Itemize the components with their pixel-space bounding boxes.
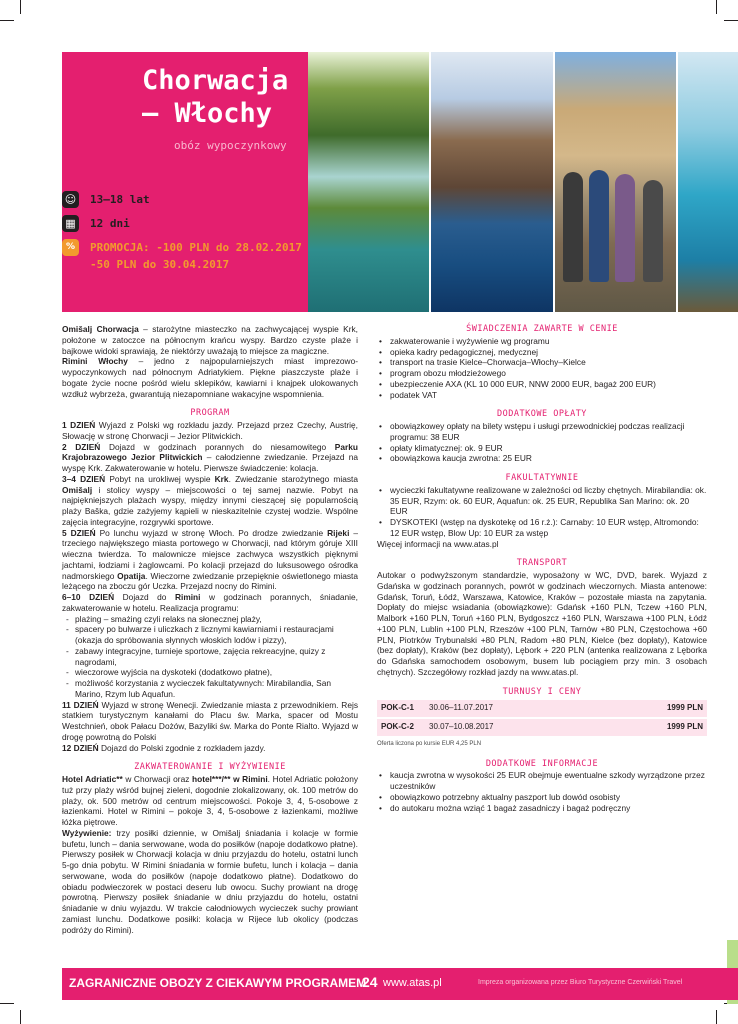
section-heading-optional: FAKULTATYWNIE bbox=[505, 473, 579, 483]
hero-banner bbox=[62, 52, 738, 312]
list-item: - wieczorowe wyjścia na dyskoteki (dodatkowo płatne), bbox=[62, 667, 358, 678]
program-day-1: 1 DZIEŃ Wyjazd z Polski wg rozkładu jazdy. Przejazd przez Czechy, Austrię, Słowację w stronę Chorwacji – Jezior Plitwickich. bbox=[62, 420, 358, 441]
list-item: • wycieczki fakultatywne realizowane w zależności od liczby chętnych. Mirabilandia: ok. 35 EUR, Rzym: ok. 60 EUR, Aquafun: ok. 25 EUR, Republika San Marino: ok. 20 EUR bbox=[377, 485, 707, 517]
program-activities-list bbox=[62, 614, 358, 700]
tour-code: POK-C-1 bbox=[377, 700, 425, 718]
footer-organizer-note: Impreza organizowana przez Biuro Turystyczne Czerwiński Travel bbox=[478, 979, 683, 986]
list-item: • do autokaru można wziąć 1 bagaż zasadniczy i bagaż podręczny bbox=[377, 803, 707, 814]
more-info-link[interactable]: Więcej informacji na www.atas.pl bbox=[377, 538, 499, 549]
section-heading-tours: TURNUSY I CENY bbox=[502, 686, 582, 697]
meals-text: Wyżywienie: trzy posiłki dziennie, w Omišalj śniadania i kolacje w formie bufetu, lunch – dania serwowane, woda do posiłków (napoje dodatkowo płatne). Pierwszy posiłek w Chorwacji kolacja w dniu przyjazdu do hotelu, ostatni lunch 5-go dnia pobytu. W Rimini śniadania w formie bufetu, lunch i kolacja – dania serwowane, woda do posiłków (napoje dodatkowo płatne). Dodatkowo do obiadu podwieczorek w postaci deseru lub owocu. Suchy prowiant na drogę powrotną. Pierwszy posiłek śniadanie w dniu przyjazdu do hotelu, ostatni śniadanie w dniu wyjazdu. W trakcie całodniowych wycieczek suchy prowiant zamiast lunchu. Dodatkowe posiłki: kolacja w Rijece lub okolicy (podczas podróży do Rimini). bbox=[62, 827, 358, 935]
right-column bbox=[377, 324, 707, 813]
photo-figure bbox=[589, 170, 609, 282]
list-item: • program obozu młodzieżowego bbox=[377, 368, 707, 379]
list-item: • DYSKOTEKI (wstęp na dyskotekę od 16 r.ż.): Carnaby: 10 EUR wstęp, Altromondo: 12 EUR wstęp, Blow Up: 10 EUR za wstęp bbox=[377, 517, 707, 539]
footer-website-link[interactable]: www.atas.pl bbox=[383, 977, 442, 989]
section-heading-accommodation: ZAKWATEROWANIE I WYŻYWIENIE bbox=[134, 762, 286, 773]
tour-price: 1999 PLN bbox=[600, 718, 707, 737]
optional-list bbox=[377, 485, 707, 539]
crop-mark bbox=[716, 1010, 717, 1024]
list-item: • obowiązkowey opłaty na bilety wstępu i usługi przewodnickiej podczas realizacji programu: 38 EUR bbox=[377, 421, 707, 443]
list-item: - możliwość korzystania z wycieczek fakultatywnych: Mirabilandia, San Marino, Rzym lub Aquafun. bbox=[62, 678, 358, 700]
program-day-6-10: 6–10 DZIEŃ Dojazd do Rimini w godzinach porannych, śniadanie, zakwaterowanie w hotelu. Realizacja programu: bbox=[62, 592, 358, 613]
section-heading-transport: TRANSPORT bbox=[516, 558, 568, 569]
exchange-rate-note: Oferta liczona po kursie EUR 4,25 PLN bbox=[377, 740, 482, 747]
photo-figure bbox=[563, 172, 583, 282]
promo-line-2: -50 PLN do 30.04.2017 bbox=[90, 258, 230, 271]
page-title bbox=[142, 64, 288, 130]
section-heading-included: ŚWIADCZENIA ZAWARTE W CENIE bbox=[466, 324, 618, 334]
photo-figure bbox=[643, 180, 663, 282]
page-subtitle: obóz wypoczynkowy bbox=[174, 139, 287, 152]
list-item: • transport na trasie Kielce–Chorwacja–Włochy–Kielce bbox=[377, 357, 707, 368]
tour-code: POK-C-2 bbox=[377, 718, 425, 737]
promo-line-1: PROMOCJA: -100 PLN do 28.02.2017 bbox=[90, 241, 302, 254]
list-item: - zabawy integracyjne, turnieje sportowe, zajęcia rekreacyjne, quizy z nagrodami, bbox=[62, 646, 358, 668]
crop-mark bbox=[20, 0, 21, 14]
list-item: • kaucja zwrotna w wysokości 25 EUR obejmuje ewentualne szkody wyrządzone przez uczestników bbox=[377, 770, 707, 792]
list-item: • podatek VAT bbox=[377, 390, 707, 401]
list-item: • opieka kadry pedagogicznej, medycznej bbox=[377, 347, 707, 358]
program-day-5: 5 DZIEŃ Po lunchu wyjazd w stronę Włoch. Po drodze zwiedzanie Rijeki – trzeciego największego miasta portowego w Chorwacji, nad którym góruje XIII wieczna twierdza. To malownicze miejsce zachwyca wszystkich pięknymi jachtami, łodziami i żaglowcami. Po kolacji przejazd do luksusowego ośrodka nadmorskiego Opatija. Wieczorne zwiedzanie przepięknie oświetlonego miasta leżącego na zboczu gór Uczka. Przejazd nocny do Rimini. bbox=[62, 527, 358, 592]
list-item: • obowiązkowo potrzebny aktualny paszport lub dowód osobisty bbox=[377, 792, 707, 803]
program-day-12: 12 DZIEŃ Dojazd do Polski zgodnie z rozkładem jazdy. bbox=[62, 742, 266, 753]
title-line-1: Chorwacja bbox=[142, 65, 289, 96]
photo-vatican-group bbox=[555, 52, 676, 312]
photo-seaside bbox=[678, 52, 738, 312]
intro-omisalj: Omišalj Chorwacja – starożytne miasteczko na zachwycającej wyspie Krk, położone w zatoczce na północnym krańcu wyspy. Bardzo czyste plaże i bajkowe widoki sprawiają, że niektórzy uważają to miejsce za magiczne. bbox=[62, 324, 358, 356]
crop-mark bbox=[0, 20, 14, 21]
program-day-3-4: 3–4 DZIEŃ Pobyt na urokliwej wyspie Krk. Zwiedzanie starożytnego miasta Omišalj i stolicy wyspy – miejscowości o tej samej nazwie. Pobyt na najpiękniejszych plażach wyspy, między innymi cieszącej się popularnością plaży Baška, gdzie zażyjemy kąpieli w nieskazitelnie czystej wodzie. Wspólne zajęcia integracyjne, rozgrywki sportowe. bbox=[62, 473, 359, 527]
table-row bbox=[377, 718, 707, 737]
section-heading-fees: DODATKOWE OPŁATY bbox=[497, 409, 587, 420]
intro-rimini: Rimini Włochy – jedno z najpopularniejszych miast imprezowo-wypoczynkowych nad północnym Adriatykiem. Piękne piaszczyste plaże i bogate życie nocne pośród wielu sklepików, kawiarni i knajpek ulokowanych wzdłuż wybrzeża, gwarantują niezapomniane wakacyjne wspomnienia. bbox=[62, 356, 358, 399]
left-column bbox=[62, 324, 358, 935]
title-panel bbox=[62, 52, 308, 312]
list-item: • ubezpieczenie AXA (KL 10 000 EUR, NNW 2000 EUR, bagaż 200 EUR) bbox=[377, 379, 707, 390]
photo-waterfalls bbox=[308, 52, 429, 312]
tour-price: 1999 PLN bbox=[600, 700, 707, 718]
crop-mark bbox=[0, 1003, 14, 1004]
crop-mark bbox=[724, 20, 738, 21]
title-line-2: – Włochy bbox=[142, 98, 273, 129]
list-item: - spacery po bulwarze i uliczkach z licznymi kawiarniami i restauracjami (okazja do spróbowania słynnych włoskich lodów i pizzy), bbox=[62, 624, 358, 646]
page-number: 24 bbox=[362, 974, 378, 990]
additional-info-list bbox=[377, 770, 707, 813]
calendar-icon: ▦ bbox=[62, 215, 79, 232]
crop-mark bbox=[716, 0, 717, 14]
list-item: • opłaty klimatycznej: ok. 9 EUR bbox=[377, 443, 707, 454]
section-heading-additional: DODATKOWE INFORMACJE bbox=[485, 758, 599, 769]
promo-badge-icon: % bbox=[62, 239, 79, 256]
footer-bar bbox=[62, 968, 738, 1000]
table-row bbox=[377, 700, 707, 718]
program-day-11: 11 DZIEŃ Wyjazd w stronę Wenecji. Zwiedzanie miasta z przewodnikiem. Rejs statkiem turystycznym kanałami do Placu św. Marka, spacer od Mostu Westchnień, obok Pałacu Dożów, Bazyliki św. Marka do Ponte Rialto. Wyjazd w drogę powrotną do Polski bbox=[62, 699, 358, 742]
list-item: • obowiązkowa kaucja zwrotna: 25 EUR bbox=[377, 453, 707, 464]
footer-tagline: ZAGRANICZNE OBOZY Z CIEKAWYM PROGRAMEM bbox=[69, 976, 367, 990]
program-day-2: 2 DZIEŃ Dojazd w godzinach porannych do niesamowitego Parku Krajobrazowego Jezior Plitwickich – całodzienne zwiedzanie. Przejazd na wyspę Krk. Zakwaterowanie w hotelu. Pierwsze świadczenie: kolacja. bbox=[62, 441, 359, 473]
included-list bbox=[377, 336, 707, 401]
list-item: • zakwaterowanie i wyżywienie wg programu bbox=[377, 336, 707, 347]
transport-text: Autokar o podwyższonym standardzie, wyposażony w WC, DVD, barek. Wyjazd z Gdańska w godzinach porannych, powrót w godzinach wieczornych. Miasta antenowe: Gdańsk, Toruń, Łódź, Warszawa, Katowice, Kraków – pozostałe miasta na zapytania. Dopłaty do miejsc wsiadania (obowiązkowe): Gdańsk +160 PLN, Tczew +160 PLN, Malbork +160 PLN, Toruń +160 PLN, Bydgoszcz +160 PLN, Warszawa +100 PLN, Łódź +100 PLN, Lublin +100 PLN, Rzeszów +100 PLN, Tarnów +80 PLN, Częstochowa +60 PLN, Piotrków Trybunalski +80 PLN, Radom +80 PLN, Kielce (bez dopłaty), Katowice (bez dopłaty), Kraków (bez dopłaty), Lębork + 220 PLN (antenka realizowana z Lęborka do Gdańska samochodem osobowym, busem lub pociągiem przy min. 3 osobach chętnych). Szczegółowy rozkład jazdy na www.atas.pl. bbox=[377, 570, 707, 677]
age-range: 13–18 lat bbox=[90, 193, 150, 206]
person-icon: ☺ bbox=[62, 191, 79, 208]
price-table bbox=[377, 700, 707, 738]
list-item: - plażing – smażing czyli relaks na słonecznej plaży, bbox=[62, 614, 358, 625]
photo-venice-canal bbox=[431, 52, 553, 312]
fees-list bbox=[377, 421, 707, 464]
accommodation-text: Hotel Adriatic** w Chorwacji oraz hotel***/** w Rimini. Hotel Adriatic położony tuż przy plaży wśród bujnej zieleni, dogodnie zlokalizowany, ok. 100 metrów do plaży, ok. 500 metrów od centrum miejscowości. Pokoje 3, 4, 5-osobowe z łazienkami. Hotel w Rimini – pokoje 3, 4, 5-osobowe z łazienkami, możliwe łóżka piętrowe. bbox=[62, 774, 359, 827]
photo-figure bbox=[615, 174, 635, 282]
section-heading-program: PROGRAM bbox=[190, 408, 230, 419]
crop-mark bbox=[20, 1010, 21, 1024]
duration: 12 dni bbox=[90, 217, 130, 230]
tour-dates: 30.07–10.08.2017 bbox=[425, 718, 600, 737]
tour-dates: 30.06–11.07.2017 bbox=[425, 700, 600, 718]
